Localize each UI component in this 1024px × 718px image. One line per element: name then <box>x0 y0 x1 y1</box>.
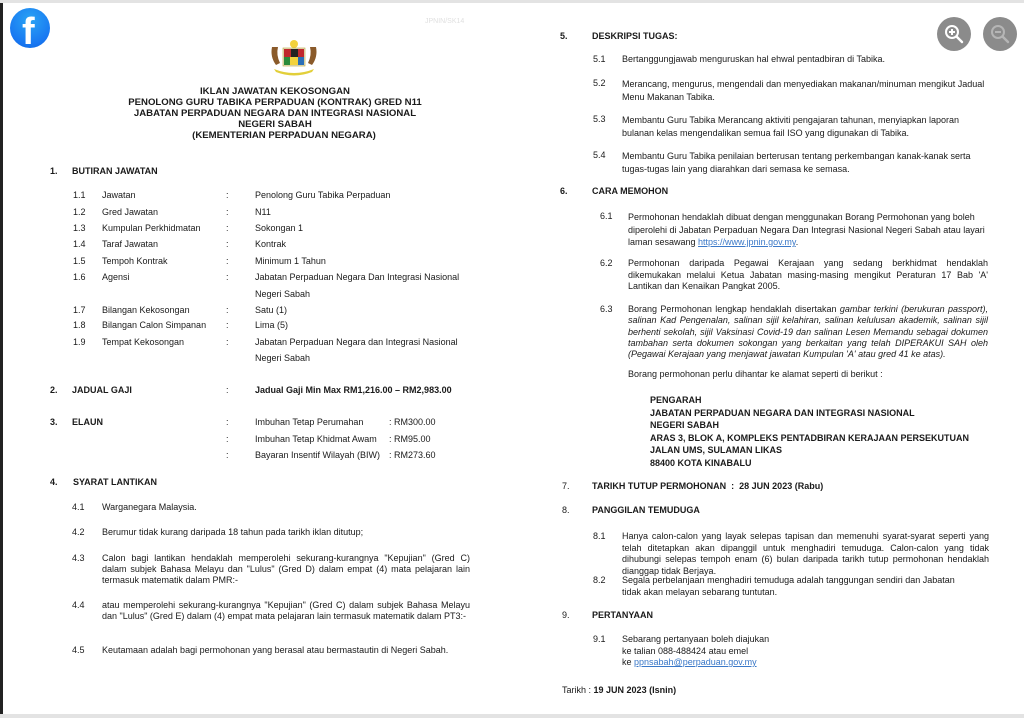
contact-info <box>622 634 769 669</box>
address-line: JABATAN PERPADUAN NEGARA DAN INTEGRASI NASIONAL <box>650 407 915 418</box>
section-heading: ELAUN <box>72 417 103 427</box>
list-item <box>628 211 988 249</box>
row-number: 1.8 <box>73 320 86 330</box>
allowance-amount: : RM300.00 <box>389 417 436 427</box>
zoom-out-button[interactable] <box>983 17 1017 51</box>
row-value: Jabatan Perpaduan Negara dan Integrasi Nasional <box>255 337 458 347</box>
row-number: 1.6 <box>73 272 86 282</box>
item-text: . <box>795 237 799 247</box>
row-label: Bilangan Kekosongan <box>102 305 190 315</box>
list-item <box>628 304 988 360</box>
allowance-amount: : RM95.00 <box>389 434 431 444</box>
item-number: 4.1 <box>72 502 85 512</box>
address-line: NEGERI SABAH <box>650 420 720 430</box>
list-item: Merancang, mengurus, mengendali dan menyediakan makanan/minuman mengikut Jadual Menu Makanan Tabika. <box>622 79 985 102</box>
jpnin-website-link[interactable]: https://www.jpnin.gov.my <box>698 237 796 247</box>
item-number: 6.3 <box>600 304 613 314</box>
row-separator: : <box>226 450 229 460</box>
section-number: 1. <box>50 166 58 176</box>
address-line: ARAS 3, BLOK A, KOMPLEKS PENTADBIRAN KERAJAAN PERSEKUTUAN <box>650 432 970 443</box>
coat-of-arms-icon <box>266 37 322 77</box>
row-value: Lima (5) <box>255 320 289 330</box>
contact-line: ke <box>622 657 635 667</box>
list-item: Warganegara Malaysia. <box>102 502 197 512</box>
row-number: 1.3 <box>73 223 86 233</box>
item-text: Borang Permohonan lengkap hendaklah disertakan <box>628 304 840 314</box>
item-number: 5.4 <box>593 150 606 160</box>
zoom-in-icon <box>944 24 964 44</box>
row-value: Minimum 1 Tahun <box>255 256 326 266</box>
date-value: 19 JUN 2023 (Isnin) <box>593 685 677 695</box>
title-line: JABATAN PERPADUAN NEGARA DAN INTEGRASI NASIONAL <box>133 108 417 119</box>
row-label: Taraf Jawatan <box>102 239 159 249</box>
allowance-amount: : RM273.60 <box>389 450 436 460</box>
row-separator: : <box>226 239 229 249</box>
section-heading: BUTIRAN JAWATAN <box>72 166 158 176</box>
send-note: Borang permohonan perlu dihantar ke alamat seperti di berikut : <box>628 369 883 379</box>
row-value: Penolong Guru Tabika Perpaduan <box>255 190 391 200</box>
document-title <box>40 86 510 141</box>
allowance-label: Imbuhan Tetap Perumahan <box>255 417 364 427</box>
row-number: 1.2 <box>73 207 86 217</box>
row-number: 1.7 <box>73 305 86 315</box>
salary-scale: Jadual Gaji Min Max RM1,216.00 – RM2,983.00 <box>255 385 452 395</box>
row-separator: : <box>226 272 229 282</box>
item-number: 4.4 <box>72 600 85 610</box>
item-number: 8.2 <box>593 575 606 585</box>
contact-line: ke talian 088-488424 atau emel <box>622 645 749 656</box>
row-label: Tempoh Kontrak <box>102 256 168 266</box>
row-number: 1.9 <box>73 337 86 347</box>
list-item: Permohonan daripada Pegawai Kerajaan yang sedang berkhidmat hendaklah dikemukakan melalui Ketua Jabatan masing-masing mengikut Peraturan 17 Bab 'A' Lantikan dan Kenaikan Pangkat 2005. <box>628 258 988 291</box>
allowance-label: Bayaran Insentif Wilayah (BIW) <box>255 450 381 460</box>
list-item: Keutamaan adalah bagi permohonan yang berasal atau bermastautin di Negeri Sabah. <box>102 645 449 655</box>
item-number: 5.3 <box>593 114 606 124</box>
section-heading: DESKRIPSI TUGAS: <box>592 31 678 41</box>
section-number: 7. <box>562 481 570 491</box>
address-line: JALAN UMS, SULAMAN LIKAS <box>650 445 782 455</box>
row-label: Agensi <box>102 272 130 282</box>
section-heading: JADUAL GAJI <box>72 385 132 395</box>
email-link[interactable]: ppnsabah@perpaduan.gov.my <box>634 657 757 667</box>
list-item: Berumur tidak kurang daripada 18 tahun pada tarikh iklan ditutup; <box>102 527 364 537</box>
row-value: N11 <box>255 207 271 217</box>
viewer-bottom-bar <box>0 714 1024 718</box>
title-line: NEGERI SABAH <box>238 119 312 130</box>
list-item: Membantu Guru Tabika penilaian berterusan tentang perkembangan kanak-kanak serta tugas-tugas lain yang diarahkan dari semasa ke semasa. <box>622 151 971 174</box>
row-separator: : <box>226 223 229 233</box>
section-number: 4. <box>50 477 58 487</box>
item-number: 4.3 <box>72 553 85 563</box>
section-number: 8. <box>562 505 570 515</box>
row-label: Bilangan Calon Simpanan <box>102 320 207 330</box>
list-item: Segala perbelanjaan menghadiri temuduga adalah tanggungan sendiri dan Jabatan tidak akan melayan sebarang tuntutan. <box>622 575 955 597</box>
item-number: 5.2 <box>593 78 606 88</box>
row-separator: : <box>226 337 229 347</box>
row-separator: : <box>226 190 229 200</box>
row-separator: : <box>226 256 229 266</box>
item-number: 4.2 <box>72 527 85 537</box>
row-label: Tempat Kekosongan <box>102 337 185 347</box>
row-number: 1.1 <box>73 190 86 200</box>
row-separator: : <box>226 417 229 427</box>
closing-date: TARIKH TUTUP PERMOHONAN : 28 JUN 2023 (Rabu) <box>592 481 824 491</box>
item-number: 6.2 <box>600 258 613 268</box>
address-line: 88400 KOTA KINABALU <box>650 457 752 468</box>
address-line: PENGARAH <box>650 395 702 405</box>
row-separator: : <box>226 305 229 315</box>
facebook-icon[interactable]: f <box>10 8 50 48</box>
section-heading: PANGGILAN TEMUDUGA <box>592 505 700 515</box>
row-label: Jawatan <box>102 190 136 200</box>
section-heading: PERTANYAAN <box>592 610 654 620</box>
section-heading: SYARAT LANTIKAN <box>73 477 158 487</box>
row-value-continued: Negeri Sabah <box>255 353 311 363</box>
row-label: Kumpulan Perkhidmatan <box>102 223 201 233</box>
list-item: Calon bagi lantikan hendaklah memperolehi sekurang-kurangnya "Kepujian" (Gred C) dalam subjek Bahasa Melayu dan "Lulus" (Gred D) dalam empat (4) mata pelajaran lain termasuk matematik dalam PMR:- <box>102 553 470 585</box>
row-value: Kontrak <box>255 239 287 249</box>
section-number: 3. <box>50 417 58 427</box>
section-number: 6. <box>560 186 568 196</box>
viewer-left-edge <box>0 3 3 714</box>
section-number: 9. <box>562 610 570 620</box>
item-number: 6.1 <box>600 211 613 221</box>
zoom-out-icon <box>990 24 1010 44</box>
section-number: 5. <box>560 31 568 41</box>
item-number: 8.1 <box>593 531 606 541</box>
row-label: Gred Jawatan <box>102 207 159 217</box>
row-number: 1.4 <box>73 239 86 249</box>
row-separator: : <box>226 434 229 444</box>
row-separator: : <box>226 320 229 330</box>
row-value: Satu (1) <box>255 305 288 315</box>
list-item: Membantu Guru Tabika Merancang aktiviti pengajaran tahunan, menyiapkan laporan bulanan kelas mengendalikan semua fail ISO yang digunakan di Tabika. <box>622 115 960 138</box>
row-value-continued: Negeri Sabah <box>255 289 311 299</box>
item-number: 9.1 <box>593 634 606 644</box>
item-number: 5.1 <box>593 54 606 64</box>
zoom-in-button[interactable] <box>937 17 971 51</box>
mailing-address <box>650 394 969 469</box>
title-line: IKLAN JAWATAN KEKOSONGAN <box>200 86 350 97</box>
row-value: Sokongan 1 <box>255 223 304 233</box>
allowance-label: Imbuhan Tetap Khidmat Awam <box>255 434 377 444</box>
row-number: 1.5 <box>73 256 86 266</box>
list-item: Hanya calon-calon yang layak selepas tapisan dan memenuhi syarat-syarat seperti yang telah ditetapkan akan dipanggil untuk menghadiri temuduga. Calon-calon yang tidak dihubungi selepas tempoh enam (6) bulan daripada tarikh tutup permohonan hendaklah dianggap tidak Berjaya. <box>622 531 989 576</box>
list-item: atau memperolehi sekurang-kurangnya "Kepujian" (Gred C) dalam subjek Bahasa Melayu dan "Lulus" (Gred E) dalam (4) empat mata pelajaran lain termasuk matematik dalam PT3:- <box>102 600 470 621</box>
contact-line: Sebarang pertanyaan boleh diajukan <box>622 634 770 644</box>
item-number: 4.5 <box>72 645 85 655</box>
date-label: Tarikh : <box>562 685 592 695</box>
document-date <box>562 685 676 696</box>
row-value: Jabatan Perpaduan Negara Dan Integrasi Nasional <box>255 272 460 282</box>
list-item: Bertanggungjawab menguruskan hal ehwal pentadbiran di Tabika. <box>622 54 886 64</box>
item-text: Permohonan hendaklah dibuat dengan menggunakan Borang Permohonan yang boleh diperolehi di Jabatan Perpaduan Negara Dan Integrasi Nasional Negeri Sabah atau layari laman sesawang <box>628 212 985 247</box>
row-separator: : <box>226 207 229 217</box>
section-number: 2. <box>50 385 58 395</box>
document-reference: JPNIN/SK14 <box>425 18 465 25</box>
viewer-top-bar <box>0 0 1024 3</box>
item-text-italic: gambar terkini (berukuran passport), salinan Kad Pengenalan, salinan sijil kelahiran, salinan kelulusan akademik, salinan sijil berhenti sekolah, sijil Vaksinasi Covid-19 dan salinan Lesen Memandu sebagai dokumen tambahan serta dokumen sokongan yang berkaitan yang telah DIPERAKUI SAH oleh (Pegawai Kerajaan yang menjawat jawatan Kumpulan 'A' atau gred 41 ke atas). <box>628 304 988 360</box>
section-heading: CARA MEMOHON <box>592 186 669 196</box>
row-separator: : <box>226 385 229 395</box>
title-line: (KEMENTERIAN PERPADUAN NEGARA) <box>192 130 376 141</box>
title-line: PENOLONG GURU TABIKA PERPADUAN (KONTRAK) GRED N11 <box>128 97 422 108</box>
